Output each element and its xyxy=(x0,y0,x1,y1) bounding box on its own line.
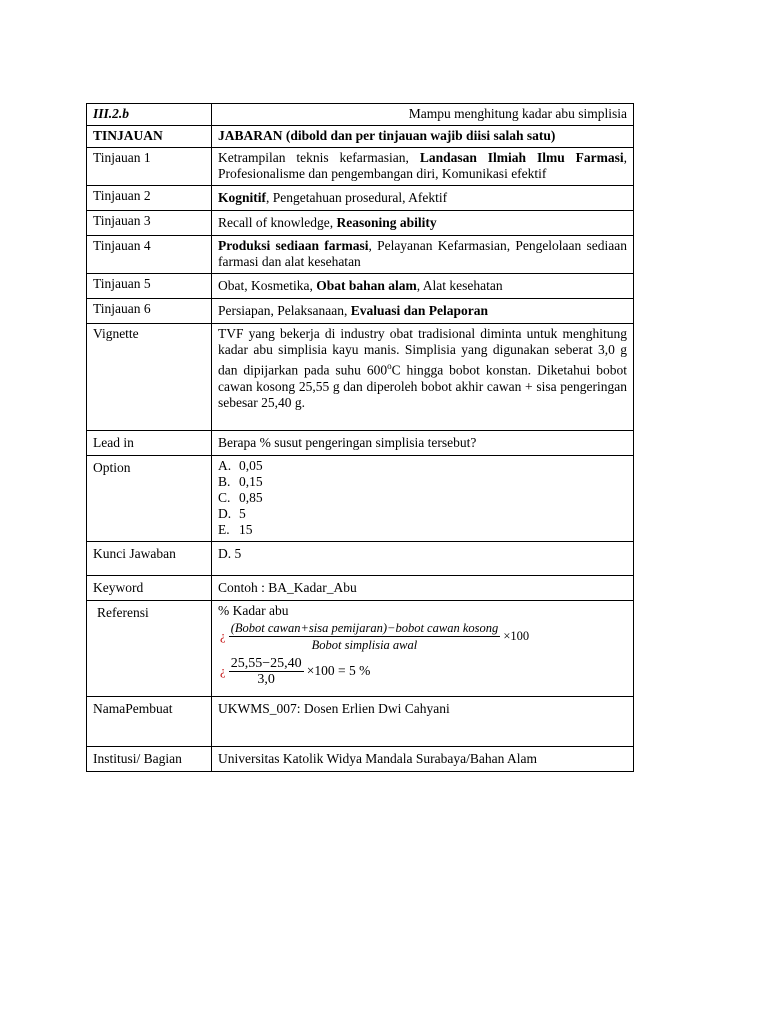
formula-multiplier: ×100 xyxy=(503,628,530,643)
heading-jabaran: JABARAN (dibold dan per tinjauan wajib diisi salah satu) xyxy=(212,126,634,148)
option-letter: A. xyxy=(218,458,232,473)
question-code-cell xyxy=(87,104,212,126)
pembuat-value: UKWMS_007: Dosen Erlien Dwi Cahyani xyxy=(212,697,634,747)
institusi-value: Universitas Katolik Widya Mandala Surabaya/Bahan Alam xyxy=(212,747,634,772)
tinjauan-row xyxy=(87,299,634,324)
tinjauan-row xyxy=(87,274,634,299)
vignette-label: Vignette xyxy=(87,324,212,431)
tinjauan-value xyxy=(212,186,634,211)
tinjauan-bold-text: Evaluasi dan Pelaporan xyxy=(350,303,488,318)
institusi-row xyxy=(87,747,634,772)
vignette-text xyxy=(212,324,634,431)
option-letter: E. xyxy=(218,522,230,537)
tinjauan-value xyxy=(212,211,634,236)
tinjauan-text: , Pengetahuan prosedural, Afektif xyxy=(266,190,448,205)
option-value: 15 xyxy=(239,522,253,537)
heading-row xyxy=(87,126,634,148)
tinjauan-value xyxy=(212,148,634,186)
option-item xyxy=(218,490,627,506)
kunci-value: D. 5 xyxy=(212,542,634,576)
option-item xyxy=(218,506,627,522)
option-value: 0,85 xyxy=(239,490,263,505)
option-item xyxy=(218,522,627,538)
tinjauan-bold-text: Kognitif xyxy=(218,190,267,205)
option-letter: D. xyxy=(218,506,232,521)
tinjauan-bold-text: Landasan Ilmiah Ilmu Farmasi xyxy=(419,150,624,165)
option-item xyxy=(218,458,627,474)
inverted-question-mark: ¿ xyxy=(220,628,226,643)
vignette-text-part: C hingga bobot konstan. Diketahui bobot cawan kosong 25,55 g dan diperoleh bobot akhir cawan + sisa pengeringan sebesar 25,40 g. xyxy=(218,362,627,410)
degree-superscript: o xyxy=(387,361,392,371)
referensi-intro: % Kadar abu xyxy=(218,603,289,618)
kunci-row xyxy=(87,542,634,576)
tinjauan-bold-text: Reasoning ability xyxy=(336,215,437,230)
formula-numerator: (Bobot cawan+sisa pemijaran)−bobot cawan kosong xyxy=(230,621,499,635)
formula-general xyxy=(220,621,627,653)
calc-fraction xyxy=(229,656,304,688)
referensi-label: Referensi xyxy=(87,601,212,697)
formula-denominator: Bobot simplisia awal xyxy=(311,638,418,652)
formula-fraction xyxy=(229,621,501,653)
lead-in-text: Berapa % susut pengeringan simplisia tersebut? xyxy=(212,431,634,456)
tinjauan-bold-text: Produksi sediaan farmasi xyxy=(218,238,369,253)
option-label: Option xyxy=(87,456,212,542)
tinjauan-text: , Profesionalisme dan pengembangan diri, Komunikasi efektif xyxy=(218,150,627,181)
tinjauan-text: , Alat kesehatan xyxy=(416,278,503,293)
tinjauan-bold-text: Obat bahan alam xyxy=(316,278,417,293)
tinjauan-label: Tinjauan 3 xyxy=(87,211,212,236)
tinjauan-value xyxy=(212,236,634,274)
kunci-label: Kunci Jawaban xyxy=(87,542,212,576)
lead-in-row xyxy=(87,431,634,456)
tinjauan-value xyxy=(212,299,634,324)
option-value: 0,15 xyxy=(239,474,263,489)
referensi-content xyxy=(212,601,634,697)
keyword-row xyxy=(87,576,634,601)
question-code: III.2.b xyxy=(93,106,130,121)
calc-result: ×100 = 5 % xyxy=(306,662,371,678)
option-value: 0,05 xyxy=(239,458,263,473)
tinjauan-label: Tinjauan 4 xyxy=(87,236,212,274)
institusi-label: Institusi/ Bagian xyxy=(87,747,212,772)
referensi-row xyxy=(87,601,634,697)
tinjauan-text: Recall of knowledge, xyxy=(218,215,337,230)
tinjauan-label: Tinjauan 2 xyxy=(87,186,212,211)
option-row xyxy=(87,456,634,542)
lead-in-label: Lead in xyxy=(87,431,212,456)
tinjauan-value xyxy=(212,274,634,299)
vignette-text-part: TVF yang bekerja di industry obat tradisional diminta untuk menghitung kadar abu simplisia kayu manis. Simplisia yang digunakan seberat 3,0 g dan dipijarkan pada suhu 600 xyxy=(218,326,627,378)
keyword-value: Contoh : BA_Kadar_Abu xyxy=(212,576,634,601)
pembuat-row xyxy=(87,697,634,747)
calc-numerator: 25,55−25,40 xyxy=(230,656,302,671)
calc-denominator: 3,0 xyxy=(257,672,275,687)
tinjauan-row xyxy=(87,236,634,274)
option-value: 5 xyxy=(239,506,246,521)
inverted-question-mark: ¿ xyxy=(220,663,226,678)
option-item xyxy=(218,474,627,490)
option-letter: B. xyxy=(218,474,231,489)
competency-title: Mampu menghitung kadar abu simplisia xyxy=(212,104,634,126)
question-table xyxy=(86,103,634,772)
heading-tinjauan: TINJAUAN xyxy=(87,126,212,148)
pembuat-label: NamaPembuat xyxy=(87,697,212,747)
option-letter: C. xyxy=(218,490,231,505)
tinjauan-text: , Pelayanan Kefarmasian, Pengelolaan sediaan farmasi dan alat kesehatan xyxy=(218,238,627,269)
tinjauan-text: Persiapan, Pelaksanaan, xyxy=(218,303,351,318)
tinjauan-text: Obat, Kosmetika, xyxy=(218,278,317,293)
tinjauan-label: Tinjauan 5 xyxy=(87,274,212,299)
option-list xyxy=(212,456,634,542)
tinjauan-label: Tinjauan 6 xyxy=(87,299,212,324)
tinjauan-row xyxy=(87,186,634,211)
formula-calculation xyxy=(220,656,627,688)
tinjauan-row xyxy=(87,211,634,236)
keyword-label: Keyword xyxy=(87,576,212,601)
tinjauan-label: Tinjauan 1 xyxy=(87,148,212,186)
tinjauan-text: Ketrampilan teknis kefarmasian, xyxy=(218,150,420,165)
tinjauan-row xyxy=(87,148,634,186)
vignette-row xyxy=(87,324,634,431)
header-row xyxy=(87,104,634,126)
